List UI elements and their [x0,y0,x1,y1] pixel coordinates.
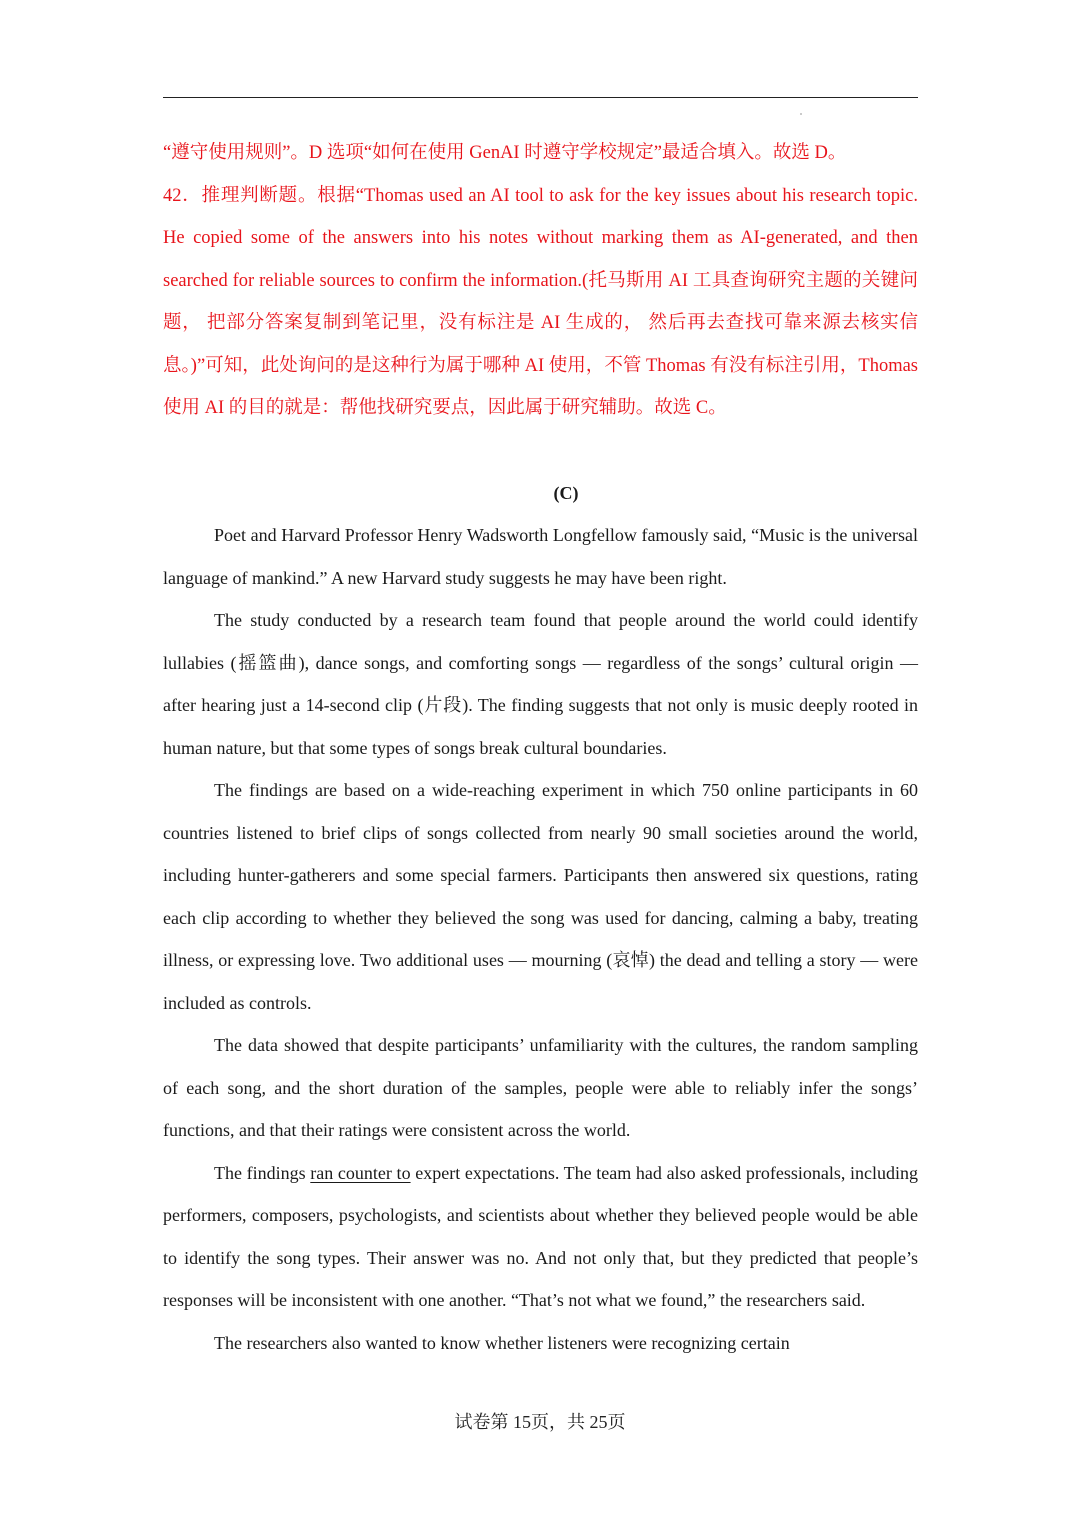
reading-passage [163,514,918,1364]
paragraph-5-text-before: The findings [214,1162,311,1183]
answer-explanation [163,132,918,430]
passage-paragraph-2: The study conducted by a research team found that people around the world could identify lullabies (摇篮曲), dance songs, and comforting songs — regardless of the songs’ cultural origin — after hearing just a 14-second clip (片段). The finding suggests that not only is music deeply rooted in human nature, but that some types of songs break cultural boundaries. [163,610,918,758]
header-rule [163,97,918,98]
passage-section-title: (C) [553,483,579,503]
passage-paragraph-4: The data showed that despite participants’ unfamiliarity with the cultures, the random sampling of each song, and the short duration of the samples, people were able to reliably infer the songs’ functions, and that their ratings were consistent across the world. [163,1035,918,1140]
underlined-phrase: ran counter to [310,1162,411,1183]
page-number-footer: 试卷第 15页，共 25页 [454,1412,626,1432]
passage-paragraph-6: The researchers also wanted to know whether listeners were recognizing certain [214,1332,790,1353]
passage-paragraph-3: The findings are based on a wide-reaching experiment in which 750 online participants in 60 countries listened to brief clips of songs collected from nearly 90 small societies around the world, including hunter-gatherers and some special farmers. Participants then answered six questions, rating each clip according to whether they believed the song was used for dancing, calming a baby, treating illness, or expressing love. Two additional uses — mourning (哀悼) the dead and telling a story — were included as controls. [163,780,918,1013]
paragraph-5-text-after: expert expectations. The team had also asked professionals, including performers, composers, psychologists, and scientists about whether they believed people would be able to identify the song types. Their answer was no. And not only that, but they predicted that people’s responses will be inconsistent with one another. “That’s not what we found,” the researchers said. [163,1162,918,1310]
passage-paragraph-5 [163,1152,918,1322]
passage-paragraph-1: Poet and Harvard Professor Henry Wadsworth Longfellow famously said, “Music is the universal language of mankind.” A new Harvard study suggests he may have been right. [163,525,918,588]
answer-q42-explanation: 42．推理判断题。根据“Thomas used an AI tool to ask for the key issues about his research topic. He copied some of the answers into his notes without marking them as AI-generated, and then searched for reliable sources to confirm the information.(托马斯用 AI 工具查询研究主题的关键问题， 把部分答案复制到笔记里，没有标注是 AI 生成的， 然后再去查找可靠来源去核实信息。)”可知，此处询问的是这种行为属于哪种 AI 使用，不管 Thomas 有没有标注引用，Thomas 使用 AI 的目的就是：帮他找研究要点，因此属于研究辅助。故选 C。 [163,185,918,418]
answer-continuation-line: “遵守使用规则”。D 选项“如何在使用 GenAI 时遵守学校规定”最适合填入。故选 D。 [163,143,847,163]
header-mark [800,113,802,115]
